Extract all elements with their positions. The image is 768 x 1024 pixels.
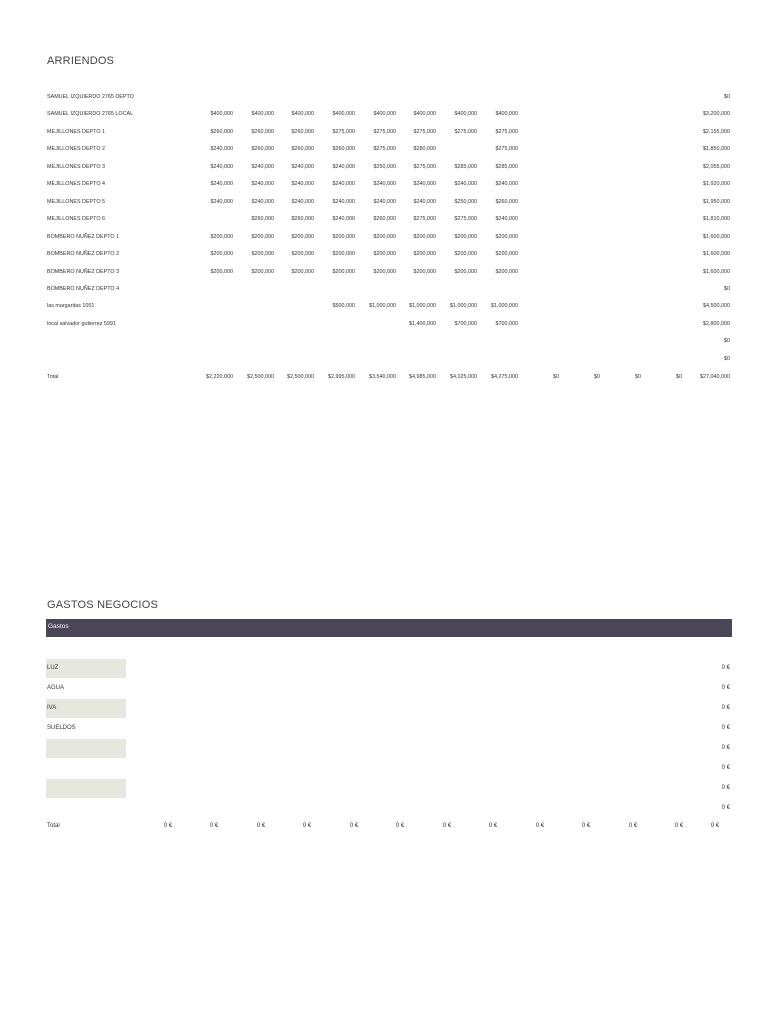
total-row xyxy=(0,372,768,384)
gastos-total-cell: 0 € xyxy=(163,823,173,829)
gastos-total-cell: 0 € xyxy=(581,823,591,829)
month-cell: $400,000 xyxy=(291,111,314,118)
month-cell: $240,000 xyxy=(373,198,396,205)
month-cell: $200,000 xyxy=(495,233,518,240)
month-cell: $0 xyxy=(676,374,682,380)
row-label: MEJILLONES DEPTO 6 xyxy=(47,216,106,223)
month-cell: $240,000 xyxy=(454,181,477,188)
month-cell: $400,000 xyxy=(332,111,355,118)
gastos-row-total: 0 € xyxy=(721,725,730,731)
table-row xyxy=(0,127,768,139)
month-cell: $240,000 xyxy=(291,181,314,188)
month-cell: $240,000 xyxy=(332,198,355,205)
month-cell: $260,000 xyxy=(495,198,518,205)
table-row xyxy=(0,162,768,174)
row-total: $2,800,000 xyxy=(703,320,730,327)
month-cell: $240,000 xyxy=(495,216,518,223)
month-cell: $700,000 xyxy=(454,320,477,327)
table-row xyxy=(0,214,768,226)
month-cell: $275,000 xyxy=(495,146,518,153)
row-total: $1,600,000 xyxy=(703,251,730,258)
gastos-total-cell: 0 € xyxy=(395,823,405,829)
month-cell: $240,000 xyxy=(291,198,314,205)
row-total: $1,600,000 xyxy=(703,233,730,240)
month-cell: $240,000 xyxy=(495,181,518,188)
row-label: BOMBERO NUÑEZ DEPTO 1 xyxy=(47,233,120,240)
gastos-row-total: 0 € xyxy=(721,785,730,791)
row-label: BOMBERO NUÑEZ DEPTO 3 xyxy=(47,268,120,275)
month-cell: $275,000 xyxy=(373,146,396,153)
month-cell: $200,000 xyxy=(332,233,355,240)
gastos-row xyxy=(0,679,768,698)
gastos-total-cell: 0 € xyxy=(674,823,684,829)
row-total: $1,850,000 xyxy=(703,146,730,153)
month-cell: $240,000 xyxy=(413,181,436,188)
month-cell: $250,000 xyxy=(454,198,477,205)
gastos-total-cell: 0 € xyxy=(209,823,219,829)
gastos-header-label: Gastos xyxy=(48,623,69,630)
gastos-header-bar xyxy=(46,619,732,637)
gastos-row-label[interactable]: AGUA xyxy=(47,685,65,691)
gastos-row-total: 0 € xyxy=(721,805,730,811)
gastos-total-cell: 0 € xyxy=(628,823,638,829)
month-cell: $200,000 xyxy=(210,233,233,240)
table-row xyxy=(0,232,768,244)
gastos-row xyxy=(0,659,768,678)
month-cell: $400,000 xyxy=(373,111,396,118)
table-row xyxy=(0,301,768,313)
row-total: $2,055,000 xyxy=(703,163,730,170)
gastos-grand-total: 0 € xyxy=(710,823,720,829)
month-cell: $400,000 xyxy=(495,111,518,118)
month-cell: $1,400,000 xyxy=(409,320,436,327)
month-cell: $200,000 xyxy=(413,233,436,240)
month-cell: $0 xyxy=(594,374,600,380)
gastos-row xyxy=(0,719,768,738)
table-row xyxy=(0,249,768,261)
gastos-row xyxy=(0,699,768,718)
month-cell: $3,540,000 xyxy=(369,374,396,380)
month-cell: $275,000 xyxy=(413,128,436,135)
month-cell: $200,000 xyxy=(210,268,233,275)
month-cell: $200,000 xyxy=(495,251,518,258)
month-cell: $1,000,000 xyxy=(369,303,396,310)
month-cell: $240,000 xyxy=(210,181,233,188)
month-cell: $275,000 xyxy=(454,216,477,223)
row-label: MEJILLONES DEPTO 4 xyxy=(47,181,106,188)
row-total: $0 xyxy=(724,285,730,292)
month-cell: $1,000,000 xyxy=(409,303,436,310)
row-total: $1,810,000 xyxy=(703,216,730,223)
table-row xyxy=(0,336,768,348)
row-label: local salvador gutierrez 5991 xyxy=(47,320,116,327)
table-row xyxy=(0,319,768,331)
month-cell: $200,000 xyxy=(251,233,274,240)
month-cell: $240,000 xyxy=(251,181,274,188)
month-cell: $200,000 xyxy=(251,268,274,275)
arriendos-title: ARRIENDOS xyxy=(47,55,115,67)
month-cell: $240,000 xyxy=(332,181,355,188)
month-cell: $240,000 xyxy=(251,198,274,205)
month-cell: $200,000 xyxy=(373,233,396,240)
gastos-row-total: 0 € xyxy=(721,665,730,671)
gastos-row-label[interactable] xyxy=(46,779,126,798)
gastos-row-total: 0 € xyxy=(721,765,730,771)
month-cell: $240,000 xyxy=(413,198,436,205)
month-cell: $240,000 xyxy=(210,146,233,153)
month-cell: $260,000 xyxy=(291,146,314,153)
row-total: $1,950,000 xyxy=(703,198,730,205)
month-cell: $200,000 xyxy=(291,251,314,258)
row-label: BOMBERO NUÑEZ DEPTO 4 xyxy=(47,285,120,292)
row-label: MEJILLONES DEPTO 1 xyxy=(47,128,106,135)
month-cell: $240,000 xyxy=(332,163,355,170)
table-row xyxy=(0,354,768,366)
month-cell: $4,025,000 xyxy=(450,374,477,380)
table-row xyxy=(0,144,768,156)
month-cell: $400,000 xyxy=(251,111,274,118)
month-cell: $500,000 xyxy=(332,303,355,310)
month-cell: $240,000 xyxy=(210,163,233,170)
month-cell: $200,000 xyxy=(373,268,396,275)
month-cell: $4,275,000 xyxy=(491,374,518,380)
month-cell: $400,000 xyxy=(413,111,436,118)
gastos-row-total: 0 € xyxy=(721,705,730,711)
month-cell: $240,000 xyxy=(332,216,355,223)
gastos-total-cell: 0 € xyxy=(535,823,545,829)
month-cell: $260,000 xyxy=(251,146,274,153)
row-label: SAMUEL IZQUIERDO 2765 DEPTO xyxy=(47,94,134,100)
gastos-row-label[interactable] xyxy=(46,759,126,778)
month-cell: $275,000 xyxy=(332,128,355,135)
gastos-total-cell: 0 € xyxy=(488,823,498,829)
month-cell: $200,000 xyxy=(413,268,436,275)
table-row xyxy=(0,284,768,296)
gastos-row xyxy=(0,799,768,818)
row-total: $0 xyxy=(724,94,730,100)
month-cell: $2,220,000 xyxy=(206,374,233,380)
gastos-row-label[interactable]: LUZ xyxy=(46,659,126,678)
month-cell: $260,000 xyxy=(332,146,355,153)
row-total: $27,040,000 xyxy=(700,374,730,380)
row-label: SAMUEL IZQUIERDO 2765 LOCAL xyxy=(47,111,134,118)
month-cell: $260,000 xyxy=(251,216,274,223)
month-cell: $275,000 xyxy=(413,163,436,170)
month-cell: $200,000 xyxy=(454,251,477,258)
gastos-row xyxy=(0,759,768,778)
gastos-total-label: Total xyxy=(47,823,60,829)
row-total: $2,155,000 xyxy=(703,128,730,135)
row-total: $3,200,000 xyxy=(703,111,730,118)
month-cell: $1,000,000 xyxy=(450,303,477,310)
row-total: $0 xyxy=(724,355,730,362)
month-cell: $200,000 xyxy=(291,233,314,240)
month-cell: $240,000 xyxy=(373,181,396,188)
gastos-total-cell: 0 € xyxy=(349,823,359,829)
gastos-total-cell: 0 € xyxy=(442,823,452,829)
month-cell: $260,000 xyxy=(251,128,274,135)
table-row xyxy=(0,109,768,121)
month-cell: $2,500,000 xyxy=(287,374,314,380)
month-cell: $700,000 xyxy=(495,320,518,327)
month-cell: $260,000 xyxy=(291,216,314,223)
month-cell: $240,000 xyxy=(291,163,314,170)
month-cell: $240,000 xyxy=(251,163,274,170)
month-cell: $200,000 xyxy=(251,251,274,258)
month-cell: $200,000 xyxy=(332,251,355,258)
month-cell: $275,000 xyxy=(413,216,436,223)
month-cell: $2,500,000 xyxy=(247,374,274,380)
month-cell: $0 xyxy=(635,374,641,380)
month-cell: $200,000 xyxy=(332,268,355,275)
gastos-row xyxy=(0,779,768,798)
gastos-title: GASTOS NEGOCIOS xyxy=(47,599,158,611)
month-cell: $285,000 xyxy=(454,163,477,170)
row-label: Total xyxy=(47,374,59,380)
month-cell: $2,995,000 xyxy=(328,374,355,380)
month-cell: $200,000 xyxy=(291,268,314,275)
month-cell: $280,000 xyxy=(413,146,436,153)
month-cell: $260,000 xyxy=(210,128,233,135)
month-cell: $200,000 xyxy=(454,233,477,240)
month-cell: $240,000 xyxy=(210,198,233,205)
month-cell: $200,000 xyxy=(495,268,518,275)
gastos-total-cell: 0 € xyxy=(302,823,312,829)
gastos-row-total: 0 € xyxy=(721,745,730,751)
month-cell: $275,000 xyxy=(373,128,396,135)
month-cell: $250,000 xyxy=(373,163,396,170)
month-cell: $200,000 xyxy=(413,251,436,258)
row-label: MEJILLONES DEPTO 3 xyxy=(47,163,106,170)
row-total: $1,920,000 xyxy=(703,181,730,188)
table-row xyxy=(0,92,768,104)
row-label: MEJILLONES DEPTO 2 xyxy=(47,146,106,153)
gastos-row-label[interactable] xyxy=(46,799,126,818)
row-label: BOMBERO NUÑEZ DEPTO 2 xyxy=(47,251,120,258)
month-cell: $400,000 xyxy=(454,111,477,118)
row-total: $1,600,000 xyxy=(703,268,730,275)
gastos-total-cell: 0 € xyxy=(256,823,266,829)
row-total: $4,500,000 xyxy=(703,303,730,310)
gastos-total-row xyxy=(0,820,768,834)
month-cell: $1,000,000 xyxy=(491,303,518,310)
row-label: MEJILLONES DEPTO 5 xyxy=(47,198,106,205)
gastos-row xyxy=(0,739,768,758)
table-row xyxy=(0,267,768,279)
month-cell: $200,000 xyxy=(454,268,477,275)
gastos-row-total: 0 € xyxy=(721,685,730,691)
gastos-row-label[interactable]: SUELDOS xyxy=(47,725,76,731)
month-cell: $275,000 xyxy=(454,128,477,135)
table-row xyxy=(0,197,768,209)
month-cell: $285,000 xyxy=(495,163,518,170)
month-cell: $275,000 xyxy=(495,128,518,135)
month-cell: $200,000 xyxy=(210,251,233,258)
month-cell: $4,985,000 xyxy=(409,374,436,380)
row-total: $0 xyxy=(724,338,730,345)
month-cell: $260,000 xyxy=(291,128,314,135)
month-cell: $200,000 xyxy=(373,251,396,258)
gastos-row-label[interactable] xyxy=(46,739,126,758)
month-cell: $0 xyxy=(553,374,559,380)
table-row xyxy=(0,179,768,191)
row-label: las margaritas 1051 xyxy=(47,303,95,310)
month-cell: $400,000 xyxy=(210,111,233,118)
gastos-row-label[interactable]: IVA xyxy=(46,699,126,718)
month-cell: $260,000 xyxy=(373,216,396,223)
